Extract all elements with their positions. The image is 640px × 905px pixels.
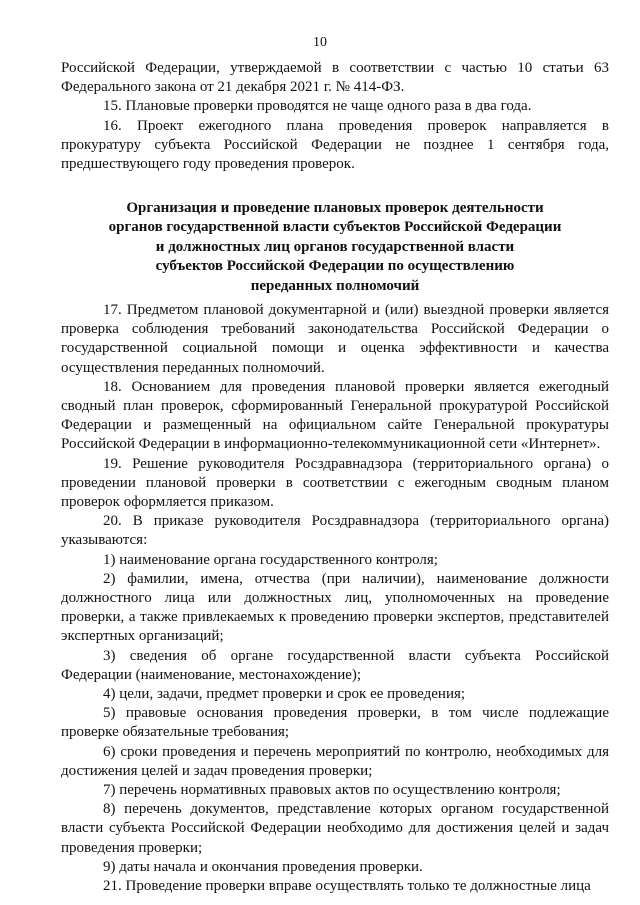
list-item-5: 5) правовые основания проведения проверки, в том числе подлежащие проверке обязательные требования; (61, 705, 609, 741)
paragraph-20: 20. В приказе руководителя Росздравнадзора (территориального органа) указываются: (61, 513, 609, 549)
paragraph-18: 18. Основанием для проведения плановой проверки является ежегодный сводный план проверок, сформированный Генеральной прокуратурой Российской Федерации и размещенный на официальном сайте Генеральной прокуратуры Российской Федерации в информационно-телекоммуникационной сети «Интернет». (61, 378, 609, 453)
list-item-9: 9) даты начала и окончания проведения проверки. (103, 858, 423, 875)
list-item-6: 6) сроки проведения и перечень мероприятий по контролю, необходимых для достижения целей и задач проведения проверки; (61, 743, 609, 779)
list-item-7: 7) перечень нормативных правовых актов по осуществлению контроля; (103, 782, 561, 799)
list-item-3: 3) сведения об органе государственной власти субъекта Российской Федерации (наименование, местонахождение); (61, 647, 609, 683)
paragraph-15: 15. Плановые проверки проводятся не чаще одного раза в два года. (103, 98, 532, 115)
heading-line: переданных полномочий (250, 277, 420, 294)
paragraph-17: 17. Предметом плановой документарной и (или) выездной проверки является проверка соблюдения требований законодательства Российской Федерации о государственной социальной помощи и оценка эффективности и качества осуществления переданных полномочий. (61, 302, 609, 376)
paragraph-21: 21. Проведение проверки вправе осуществлять только те должностные лица (103, 878, 591, 895)
heading-line: Организация и проведение плановых проверок деятельности (126, 200, 544, 216)
intro-block (61, 59, 609, 174)
heading-line: и должностных лиц органов государственной власти (155, 238, 515, 255)
paragraph-16: 16. Проект ежегодного плана проведения проверок направляется в прокуратуру субъекта Российской Федерации не позднее 1 сентября года, предшествующего году проведения проверок. (61, 117, 609, 173)
list-item-8: 8) перечень документов, представление которых органом государственной власти субъекта Российской Федерации необходимо для достижения целей и задач проведения проверки; (61, 801, 609, 856)
heading-line: субъектов Российской Федерации по осуществлению (155, 258, 515, 275)
list-item-4: 4) цели, задачи, предмет проверки и срок ее проведения; (103, 686, 466, 703)
main-body (61, 301, 609, 896)
list-item-2: 2) фамилии, имена, отчества (при наличии), наименование должности должностного лица или должностных лиц, уполномоченных на проведение проверки, а также привлекаемых к проведению проверки экспертов, представителей экспертных организаций; (61, 570, 609, 645)
continuation-paragraph: Российской Федерации, утверждаемой в соответствии с частью 10 статьи 63 Федерального закона от 21 декабря 2021 г. № 414-ФЗ. (61, 60, 609, 96)
paragraph-19: 19. Решение руководителя Росздравнадзора (территориального органа) о проведении плановой проверки в соответствии с ежегодным сводным планом проверок оформляется приказом. (61, 455, 609, 511)
list-item-1: 1) наименование органа государственного контроля; (103, 551, 438, 568)
heading-line: органов государственной власти субъектов Российской Федерации (108, 219, 562, 236)
page-number: 10 (313, 35, 327, 50)
section-heading (61, 199, 609, 296)
